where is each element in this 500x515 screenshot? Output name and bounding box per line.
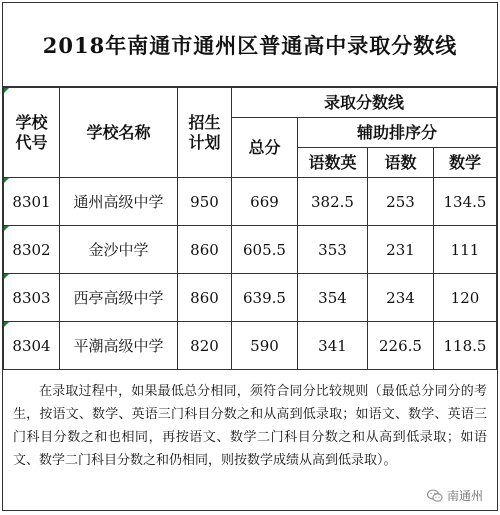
score-table [3, 87, 497, 370]
cell-math: 120 [434, 274, 497, 322]
cell-cm: 231 [368, 226, 434, 274]
cell-total: 605.5 [232, 226, 298, 274]
cell-code: 8304 [4, 322, 60, 370]
watermark-text: 南通州 [446, 489, 483, 503]
cell-cme: 382.5 [298, 178, 368, 226]
cell-total: 639.5 [232, 274, 298, 322]
cell-quota: 950 [178, 178, 232, 226]
cell-code: 8303 [4, 274, 60, 322]
cell-cme: 353 [298, 226, 368, 274]
cell-cm: 234 [368, 274, 434, 322]
table-row [4, 322, 497, 370]
cell-math: 118.5 [434, 322, 497, 370]
header-school-code [4, 88, 60, 178]
header-total: 总分 [232, 118, 298, 178]
wechat-icon [427, 489, 443, 503]
header-auxiliary: 辅助排序分 [298, 118, 497, 148]
cell-cm: 253 [368, 178, 434, 226]
cell-quota: 820 [178, 322, 232, 370]
header-school-code-line1: 学校 [15, 112, 48, 132]
cell-school-name: 平潮高级中学 [60, 322, 178, 370]
cell-quota: 860 [178, 226, 232, 274]
cell-code: 8302 [4, 226, 60, 274]
cell-school-name: 通州高级中学 [60, 178, 178, 226]
page-title: 2018年南通市通州区普通高中录取分数线 [3, 3, 497, 87]
score-sheet [2, 2, 498, 511]
cell-school-name: 西亭高级中学 [60, 274, 178, 322]
tie-break-note: 在录取过程中，如果最低总分相同，须符合同分比较规则（最低总分同分的考生，按语文、数学、英语三门科目分数之和从高到低录取；如语文、数学、英语三门科目分数之和也相同，再按语文、数学二门科目分数之和从高到低录取；如语文、数学二门科目分数之和仍相同，则按数学成绩从高到低录取）。 [13, 384, 487, 468]
header-quota-line1: 招生 [188, 112, 221, 132]
header-admission-score: 录取分数线 [232, 88, 497, 118]
cell-math: 111 [434, 226, 497, 274]
table-row [4, 274, 497, 322]
header-school-code-line2: 代号 [15, 132, 48, 152]
header-row-1 [4, 88, 497, 118]
header-cme: 语数英 [298, 148, 368, 178]
cell-cm: 226.5 [368, 322, 434, 370]
cell-cme: 354 [298, 274, 368, 322]
table-row [4, 226, 497, 274]
cell-total: 590 [232, 322, 298, 370]
cell-school-name: 金沙中学 [60, 226, 178, 274]
header-quota [178, 88, 232, 178]
header-school-name: 学校名称 [60, 88, 178, 178]
cell-cme: 341 [298, 322, 368, 370]
cell-code: 8301 [4, 178, 60, 226]
table-row [4, 178, 497, 226]
header-quota-line2: 计划 [188, 132, 221, 152]
header-cm: 语数 [368, 148, 434, 178]
cell-math: 134.5 [434, 178, 497, 226]
watermark [427, 487, 483, 504]
header-math: 数学 [434, 148, 497, 178]
cell-total: 669 [232, 178, 298, 226]
cell-quota: 860 [178, 274, 232, 322]
